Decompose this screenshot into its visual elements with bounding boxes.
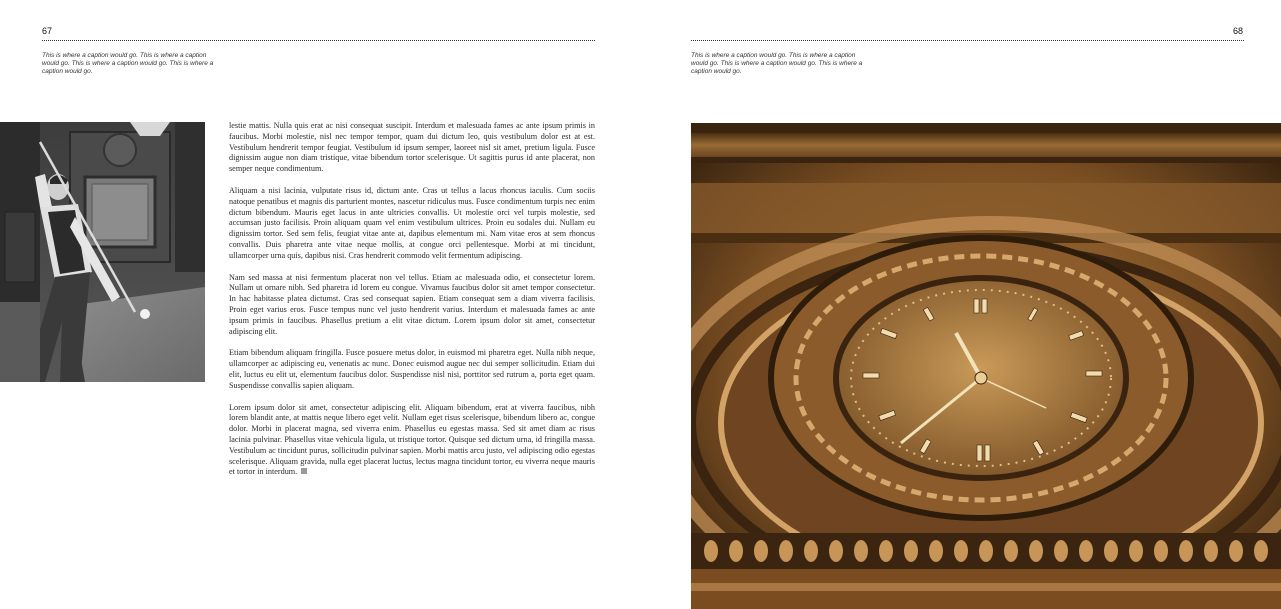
page-number-left: 67 [42, 26, 53, 36]
paragraph-last [229, 403, 595, 479]
end-mark-icon [301, 468, 307, 474]
page-number-right: 68 [1233, 26, 1244, 36]
caption-right: This is where a caption would go. This is where a caption would go. This is where a caption would go. This is where a caption would go. [691, 52, 863, 75]
paragraph: Nam sed massa at nisi fermentum placerat non vel tellus. Etiam ac malesuada odio, et consectetur lorem. Nullam ut ornare nibh. Sed pharetra id lorem eu congue. Vivamus faucibus dolor sit amet tempor consectetur. In hac habitasse platea dictumst. Cras sed consequat sapien. Etiam consequat sem a diam viverra facilisis. Proin eget varius eros. Fusce tempus nunc vel justo hendrerit varius. Interdum et malesuada fames ac ante ipsum primis in faucibus. Phasellus pretium a elit vitae dictum. Lorem ipsum dolor sit amet, consectetur adipiscing elit. [229, 272, 595, 336]
paragraph: Aliquam a nisi lacinia, vulputate risus id, dictum ante. Cras ut tellus a lacus rhoncus iaculis. Cum sociis natoque penatibus et magnis dis parturient montes, nascetur ridiculus mus. Fusce condimentum turpis nec enim dictum bibendum. Mauris eget lacus in ante ultricies convallis. Ut molestie orci vel turpis molestie, sed accumsan justo facilisis. Proin aliquam quam vel enim vestibulum ultrices. Proin eu sodales dui. Nullam eu dignissim tortor. Sed sem felis, feugiat vitae ante at, dapibus elementum mi. Nam vitae eros at sem rhoncus convallis. Duis pharetra ante vitae neque mollis, at congue orci pellentesque. Morbi at mi tincidunt, ullamcorper urna quis, dapibus nisi. Cras hendrerit commodo velit fermentum adipiscing. [229, 185, 595, 260]
paragraph-text: Lorem ipsum dolor sit amet, consectetur adipiscing elit. Aliquam bibendum, erat at viverra faucibus, nibh lorem blandit ante, at mattis neque libero eget velit. Nullam eget risus scelerisque, bibendum libero ac, congue dolor. Morbi in placerat magna, sed viverra enim. Phasellus eu egestas massa. Sed sit amet diam ac risus lacinia pulvinar. Phasellus vitae vehicula ligula, ut tristique tortor. Quisque sed dictum urna, id fringilla massa. Vestibulum ac tincidunt purus, sollicitudin pulvinar sapien. Morbi mattis arcu justo, vel adipiscing odio egestas scelerisque. Aliquam gravida, nulla eget placerat luctus, lectus magna tincidunt tortor, eu viverra neque mauris et tortor in interdum. [229, 402, 595, 477]
left-page [0, 0, 640, 609]
ornate-clock-photo [691, 123, 1281, 609]
paragraph: lestie mattis. Nulla quis erat ac nisi consequat suscipit. Interdum et malesuada fames ac ante ipsum primis in faucibus. Morbi molestie, nisl nec tempor tempor, quam dui dictum leo, quis vestibulum dolor est at est. Vestibulum hendrerit tempor feugiat. Vestibulum id ipsum semper, laoreet nisl sit amet, pretium ligula. Fusce dignissim augue non diam tristique, vitae bibendum tortor scelerisque. Ut sagittis purus id ante placerat, non semper neque condimentum. [229, 121, 595, 174]
header-rule-right [691, 40, 1244, 41]
paragraph: Etiam bibendum aliquam fringilla. Fusce posuere metus dolor, in euismod mi pharetra eget. Nulla nibh neque, ullamcorper ac adipiscing eu, venenatis ac nunc. Donec euismod augue nec dui semper sollicitudin. Etiam dui elit, luctus eu elit ut, elementum faucibus dolor. Suspendisse nisl nisi, porttitor sed rutrum a, porta eget quam. Suspendisse convallis sapien aliquam. [229, 348, 595, 390]
body-text [229, 121, 595, 489]
header-rule-left [42, 40, 595, 41]
right-page [641, 0, 1281, 609]
billiards-player-photo [0, 122, 205, 382]
caption-left: This is where a caption would go. This is where a caption would go. This is where a caption would go. This is where a caption would go. [42, 52, 214, 75]
